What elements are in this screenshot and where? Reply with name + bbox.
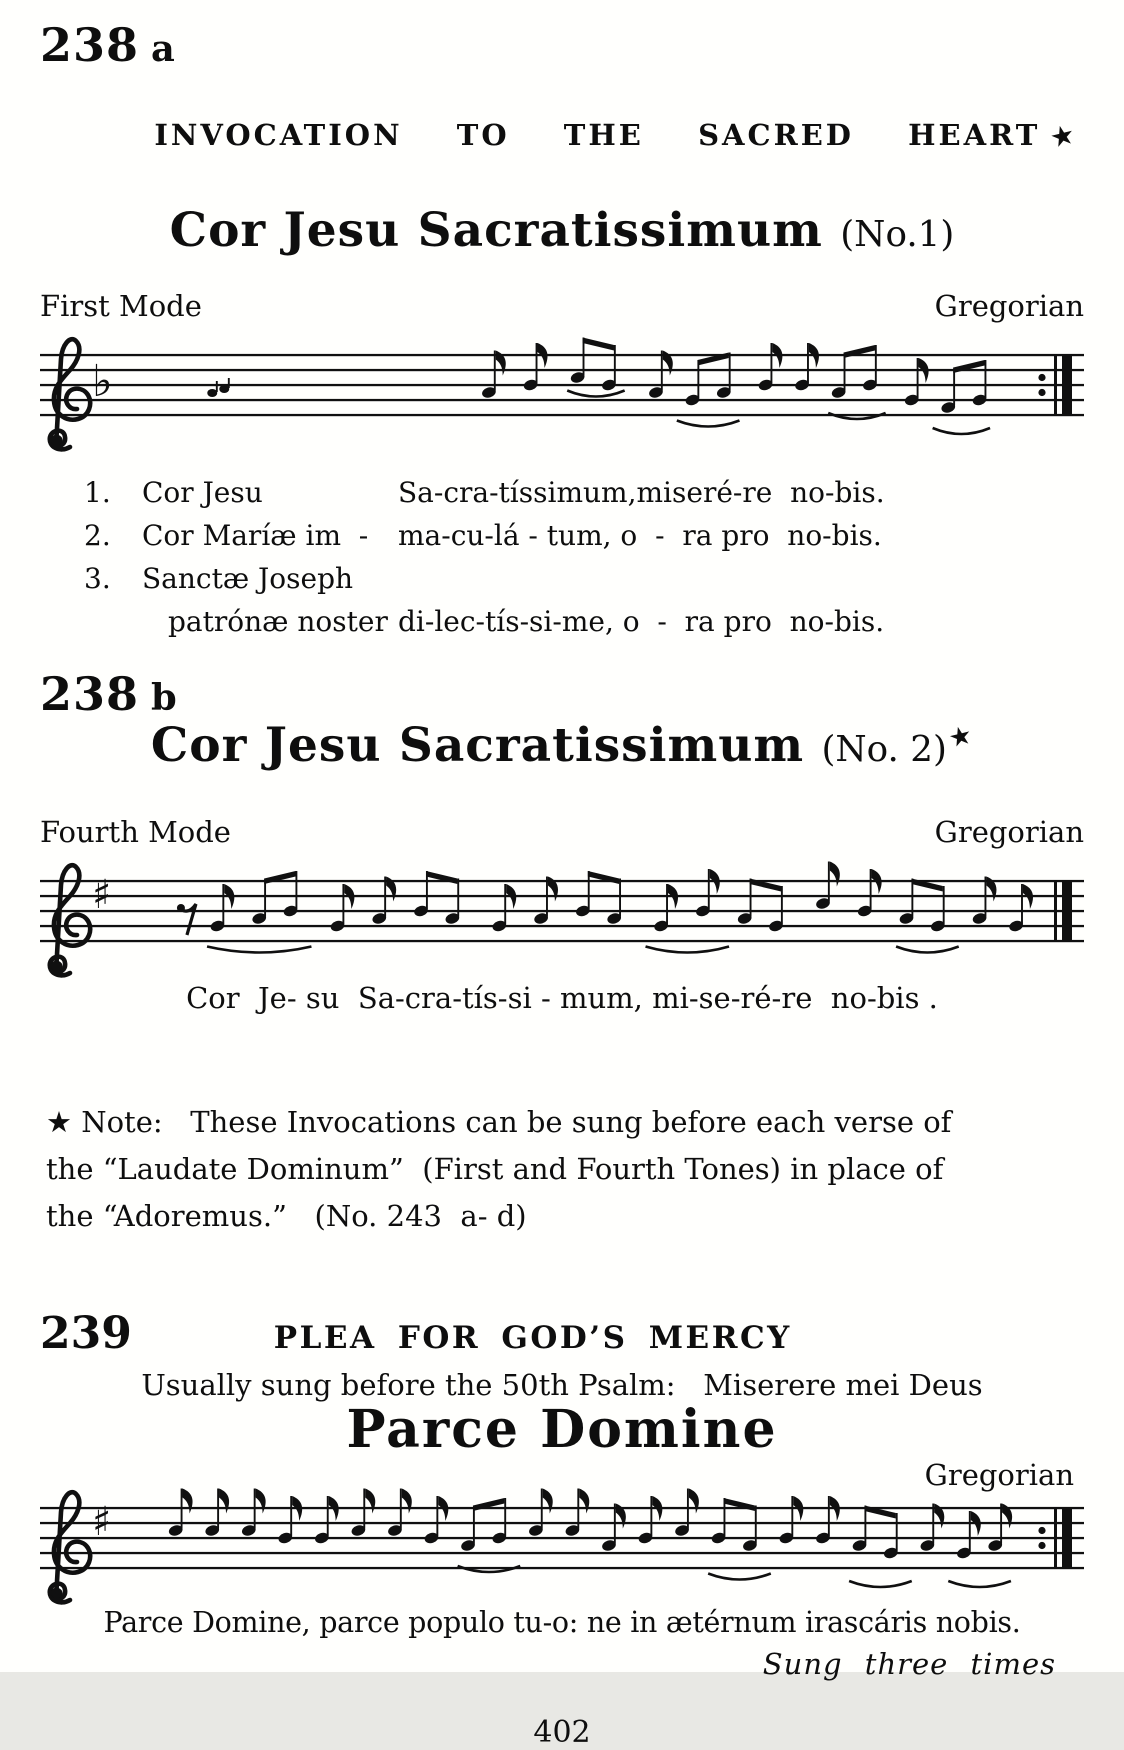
verse-number: 2. [84, 519, 111, 553]
section-letter: a [151, 26, 176, 70]
verse-number: 3. [84, 562, 111, 596]
verse-incipit: Sanctæ Joseph [142, 562, 354, 596]
music-staff-239 [40, 1478, 1084, 1616]
verse-text: Sa-cra-tíssimum,miseré-re no-bis. [398, 476, 885, 510]
verse-text: di-lec-tís-si-me, o - ra pro no-bis. [398, 605, 885, 639]
section-239-subtitle: Usually sung before the 50th Psalm: Miserere mei Deus [141, 1367, 983, 1402]
attribution-label: Gregorian [924, 1457, 1074, 1492]
lyric-239: Parce Domine, parce populo tu-o: ne in ætérnum irascáris nobis. [103, 1605, 1021, 1639]
page-number: 402 [533, 1714, 591, 1750]
title-number-suffix: (No.1) [840, 214, 955, 255]
intonation-cue-notes [207, 378, 230, 397]
category-text: INVOCATION TO THE SACRED HEART [154, 118, 1041, 152]
sharp-key-signature-icon [92, 872, 111, 918]
verses-238a [40, 471, 1084, 643]
music-staff-238b [40, 851, 1084, 989]
lyric-238b: Cor Je- su Sa-cra-tís-si - mum, mi-se-ré-re no-bis . [186, 980, 938, 1015]
attribution-label: Gregorian [934, 289, 1084, 324]
notes-group [209, 861, 1033, 932]
sharp-key-signature-icon [92, 1499, 111, 1545]
slur [896, 946, 959, 952]
section-238a-number [40, 18, 1084, 72]
slur [933, 428, 990, 434]
section-239-category: PLEA FOR GOD’S MERCY [273, 1319, 792, 1356]
staff-239-graphics [40, 1488, 1084, 1602]
slur [567, 391, 624, 397]
verse-row [40, 557, 1084, 600]
verse-incipit: patrónæ noster [168, 605, 388, 639]
star-icon: ★ [1046, 117, 1082, 155]
notes-group [168, 1488, 1013, 1559]
svg-text:♯: ♯ [92, 871, 112, 918]
title-text: Cor Jesu Sacratissimum [169, 203, 823, 258]
attribution-label: Gregorian [934, 814, 1084, 849]
flat-key-signature-icon [92, 356, 113, 407]
verse-incipit: Cor Jesu [142, 476, 263, 510]
section-238b-title [40, 718, 1084, 774]
footnote-block [40, 1099, 1084, 1240]
music-staff-238a [40, 325, 1084, 463]
staff-238a-graphics [40, 338, 1084, 450]
modeline-238b [40, 815, 1084, 849]
mode-label: First Mode [40, 289, 202, 324]
section-number: 238 [40, 18, 140, 72]
star-icon: ★ [945, 719, 977, 755]
slur [849, 1581, 912, 1587]
section-238a-category [40, 84, 1084, 186]
section-239-header [40, 1307, 1084, 1359]
svg-text:♭: ♭ [92, 356, 113, 408]
slur [677, 421, 740, 427]
performance-direction: Sung three times [762, 1646, 1056, 1681]
svg-text:♯: ♯ [92, 1498, 112, 1545]
slur [646, 946, 730, 952]
footnote-line: the “Adoremus.” (No. 243 a- d) [46, 1198, 527, 1233]
final-barline [1054, 881, 1072, 941]
section-letter: b [151, 675, 178, 720]
verse-row [40, 471, 1084, 514]
slur [948, 1581, 1011, 1587]
eighth-rest-icon [177, 904, 196, 935]
section-238a-title [40, 203, 1084, 258]
verse-row [40, 600, 1084, 643]
footnote-line: the “Laudate Dominum” (First and Fourth Tones) in place of [46, 1151, 944, 1186]
footnote-line: ★ Note: These Invocations can be sung before each verse of [46, 1104, 952, 1139]
section-number: 239 [40, 1307, 132, 1359]
verse-text: ma-cu-lá - tum, o - ra pro no-bis. [398, 519, 882, 553]
staff-238b-graphics [40, 861, 1084, 975]
title-text: Cor Jesu Sacratissimum [150, 718, 805, 774]
slur [207, 946, 311, 952]
modeline-238a [40, 289, 1084, 323]
section-239-title: Parce Domine [346, 1398, 778, 1460]
title-number-suffix: (No. 2) [821, 729, 947, 771]
section-238b-number [40, 667, 1084, 722]
notes-group [481, 338, 988, 415]
slur [708, 1573, 771, 1579]
verse-number: 1. [84, 476, 111, 510]
section-number: 238 [40, 667, 140, 722]
verse-row [40, 514, 1084, 557]
verse-incipit: Cor Maríæ im - [142, 519, 369, 553]
mode-label: Fourth Mode [40, 814, 231, 849]
